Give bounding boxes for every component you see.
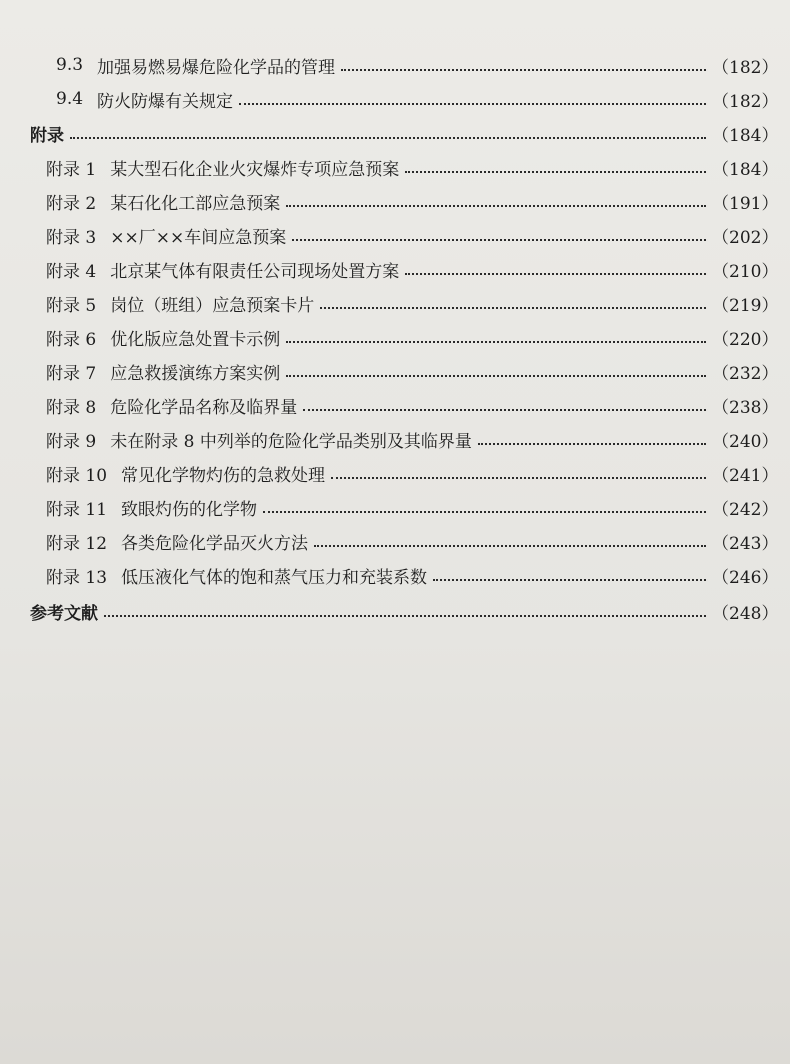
toc-entry-page: （241） — [712, 465, 779, 486]
dot-leader — [239, 101, 706, 105]
toc-entry-number: 附录 5 — [46, 295, 97, 316]
toc-entry — [46, 184, 779, 218]
dot-leader — [286, 203, 706, 207]
toc-entry — [46, 388, 779, 422]
toc-entry-title: 常见化学物灼伤的急救处理 — [121, 465, 326, 486]
toc-entry-number: 9.4 — [56, 89, 84, 109]
toc-entry — [46, 422, 779, 456]
dot-leader — [303, 407, 706, 411]
dot-leader — [286, 373, 706, 377]
toc-entry-page: （240） — [712, 431, 779, 452]
toc-entry-number: 附录 3 — [46, 227, 97, 248]
toc-entry-title: 应急救援演练方案实例 — [110, 363, 281, 384]
toc-entry-page: （238） — [712, 397, 779, 418]
toc-entry-title: 未在附录 8 中列举的危险化学品类别及其临界量 — [110, 431, 472, 452]
toc-entry-number: 附录 12 — [46, 533, 108, 554]
toc-entry-title: 参考文献 — [30, 603, 98, 624]
toc-entry-title: 附录 — [30, 125, 64, 146]
dot-leader — [433, 577, 706, 581]
toc-entry — [46, 218, 779, 252]
toc-entry-number: 附录 9 — [46, 431, 97, 452]
toc-entry-number: 附录 10 — [46, 465, 108, 486]
toc-entry-title: 某石化化工部应急预案 — [110, 193, 281, 214]
toc-entry-number: 附录 11 — [46, 499, 108, 520]
toc-entry-title: 岗位（班组）应急预案卡片 — [110, 295, 315, 316]
toc-entry-number: 9.3 — [56, 55, 84, 75]
dot-leader — [70, 135, 706, 139]
toc-entry-page: （184） — [712, 125, 779, 146]
toc-entry-page: （246） — [712, 567, 779, 588]
dot-leader — [405, 169, 706, 173]
toc-entry-page: （191） — [712, 193, 779, 214]
toc-entry-title: ××厂××车间应急预案 — [110, 227, 287, 248]
toc-entry — [46, 320, 779, 354]
dot-leader — [341, 67, 706, 71]
toc-entry — [56, 48, 779, 82]
toc-entry-number: 附录 2 — [46, 193, 97, 214]
toc-entry-page: （242） — [712, 499, 779, 520]
toc-entry-page: （243） — [712, 533, 779, 554]
toc-entry-title: 北京某气体有限责任公司现场处置方案 — [110, 261, 400, 282]
toc-entry-page: （182） — [712, 91, 779, 112]
toc-entry-title: 优化版应急处置卡示例 — [110, 329, 281, 350]
toc-entry — [46, 286, 779, 320]
toc-entry-page: （220） — [712, 329, 779, 350]
dot-leader — [478, 441, 706, 445]
toc-entry — [46, 252, 779, 286]
toc-entry-number: 附录 1 — [46, 159, 97, 180]
dot-leader — [286, 339, 706, 343]
dot-leader — [292, 237, 706, 241]
toc-entry-page: （182） — [712, 57, 779, 78]
toc-entry-title: 低压液化气体的饱和蒸气压力和充装系数 — [121, 567, 428, 588]
toc-entry-appendix-section — [30, 116, 779, 150]
toc-entry-page: （232） — [712, 363, 779, 384]
dot-leader — [405, 271, 706, 275]
toc-entry-page: （184） — [712, 159, 779, 180]
toc-entry — [56, 82, 779, 116]
toc-entry — [46, 150, 779, 184]
dot-leader — [320, 305, 706, 309]
toc-entry-title: 危险化学品名称及临界量 — [110, 397, 298, 418]
dot-leader — [331, 475, 706, 479]
toc-entry-title: 各类危险化学品灭火方法 — [121, 533, 309, 554]
dot-leader — [263, 509, 706, 513]
toc-entry-page: （219） — [712, 295, 779, 316]
toc-entry-number: 附录 13 — [46, 567, 108, 588]
toc-entry-page: （248） — [712, 603, 779, 624]
toc-entry — [46, 558, 779, 592]
toc-entry-number: 附录 7 — [46, 363, 97, 384]
toc-entry-page: （202） — [712, 227, 779, 248]
toc-entry-number: 附录 6 — [46, 329, 97, 350]
dot-leader — [104, 613, 706, 617]
toc-entry — [46, 354, 779, 388]
toc-entry-references — [30, 594, 779, 628]
toc-entry-title: 防火防爆有关规定 — [97, 91, 234, 112]
dot-leader — [314, 543, 706, 547]
toc-entry — [46, 456, 779, 490]
toc-entry-title: 加强易燃易爆危险化学品的管理 — [97, 57, 336, 78]
toc-entry-title: 某大型石化企业火灾爆炸专项应急预案 — [110, 159, 400, 180]
toc-entry-page: （210） — [712, 261, 779, 282]
toc-entry — [46, 490, 779, 524]
toc-entry-number: 附录 8 — [46, 397, 97, 418]
toc-entry — [46, 524, 779, 558]
toc-entry-number: 附录 4 — [46, 261, 97, 282]
toc-entry-title: 致眼灼伤的化学物 — [121, 499, 258, 520]
